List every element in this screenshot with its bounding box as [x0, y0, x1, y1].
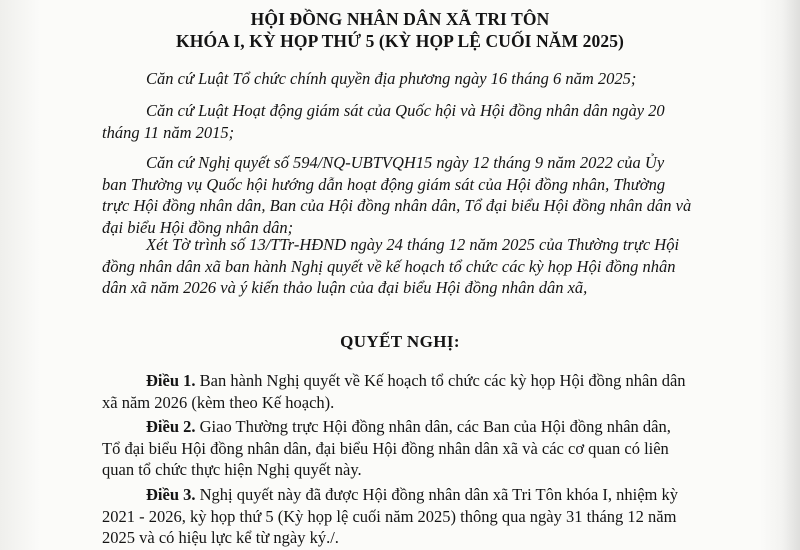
page-edge-shadow — [782, 0, 800, 550]
document-header — [0, 8, 800, 52]
preamble-1: Căn cứ Luật Tổ chức chính quyền địa phương ngày 16 tháng 6 năm 2025; — [146, 69, 637, 88]
preamble-4: Xét Tờ trình số 13/TTr-HĐND ngày 24 tháng 12 năm 2025 của Thường trực Hội đồng nhân dân xã ban hành Nghị quyết về kế hoạch tổ chức các kỳ họp Hội đồng nhân dân xã năm 2026 và ý kiến thảo luận của đại biểu Hội đồng nhân dân xã, — [102, 235, 680, 297]
article-2-label: Điều 2. — [146, 417, 196, 436]
resolution-title: QUYẾT NGHỊ: — [340, 332, 460, 351]
preamble-3: Căn cứ Nghị quyết số 594/NQ-UBTVQH15 ngày 12 tháng 9 năm 2022 của Ủy ban Thường vụ Quốc hội hướng dẫn hoạt động giám sát của Hội đồng nhân, Thường trực Hội đồng nhân dân, Ban của Hội đồng nhân dân, Tổ đại biểu Hội đồng nhân dân và đại biểu Hội đồng nhân dân; — [102, 153, 692, 237]
article-2-text: Giao Thường trực Hội đồng nhân dân, các Ban của Hội đồng nhân dân, Tổ đại biểu Hội đồng nhân dân, đại biểu Hội đồng nhân dân xã và các cơ quan có liên quan tổ chức thực hiện Nghị quyết này. — [102, 417, 671, 479]
article-3-text: Nghị quyết này đã được Hội đồng nhân dân xã Tri Tôn khóa I, nhiệm kỳ 2021 - 2026, kỳ họp thứ 5 (Kỳ họp lệ cuối năm 2025) thông qua ngày 31 tháng 12 năm 2025 và có hiệu lực kể từ ngày ký./. — [102, 485, 679, 547]
article-3 — [102, 484, 692, 549]
council-name: HỘI ĐỒNG NHÂN DÂN XÃ TRI TÔN — [250, 9, 550, 29]
article-1 — [102, 370, 692, 413]
article-1-text: Ban hành Nghị quyết về Kế hoạch tổ chức các kỳ họp Hội đồng nhân dân xã năm 2026 (kèm theo Kế hoạch). — [102, 371, 686, 412]
article-1-label: Điều 1. — [146, 371, 196, 390]
session-title: KHÓA I, KỲ HỌP THỨ 5 (KỲ HỌP LỆ CUỐI NĂM 2025) — [176, 31, 624, 51]
preamble-2: Căn cứ Luật Hoạt động giám sát của Quốc hội và Hội đồng nhân dân ngày 20 tháng 11 năm 2015; — [102, 101, 665, 142]
article-2 — [102, 416, 692, 481]
article-3-label: Điều 3. — [146, 485, 196, 504]
